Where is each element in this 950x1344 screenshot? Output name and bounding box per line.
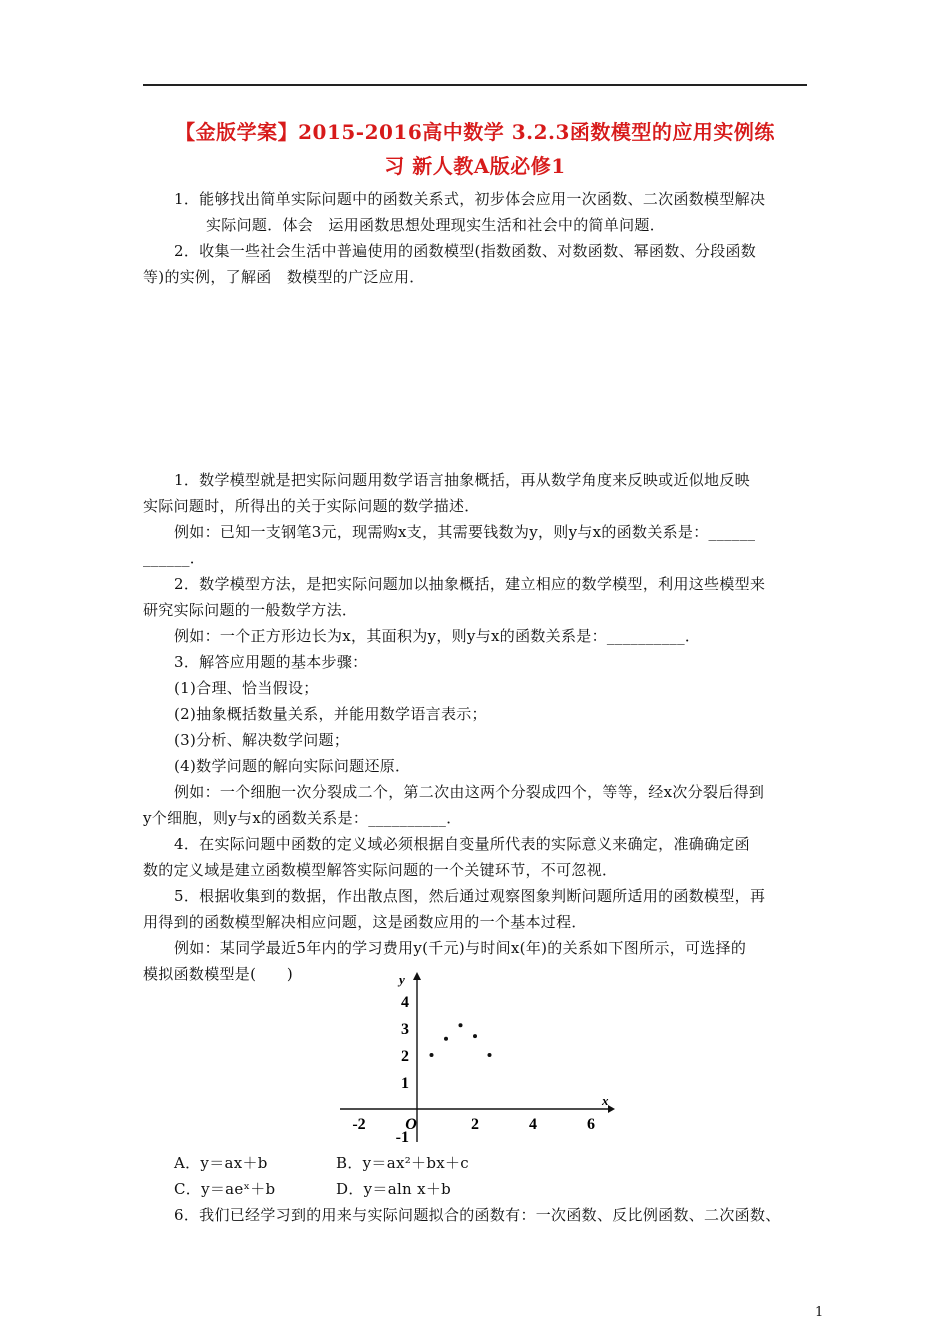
example-5-line2: 模拟函数模型是( ): [143, 965, 294, 983]
page-title-line1: 【金版学案】2015-2016高中数学 3.2.3函数模型的应用实例练: [175, 120, 775, 144]
x-tick-label: 4: [529, 1116, 537, 1133]
data-point: [430, 1053, 434, 1057]
y-axis-arrow: [413, 972, 421, 980]
y-tick-label: 2: [401, 1048, 409, 1065]
example-2: 例如：一个正方形边长为x，其面积为y，则y与x的函数关系是：__________．: [174, 627, 701, 645]
objective-2-line2: 等)的实例，了解函 数模型的广泛应用．: [143, 268, 425, 286]
point-3: 3．解答应用题的基本步骤：: [174, 653, 368, 671]
example-3-line1: 例如：一个细胞一次分裂成二个，第二次由这两个分裂成四个，等等，经x次分裂后得到: [174, 783, 765, 801]
step-2: (2)抽象概括数量关系，并能用数学语言表示；: [174, 705, 487, 723]
point-6: 6．我们已经学习到的用来与实际问题拟合的函数有：一次函数、反比例函数、二次函数、: [174, 1206, 781, 1224]
x-tick-label: 6: [587, 1116, 595, 1133]
example-5-line1: 例如：某同学最近5年内的学习费用y(千元)与时间x(年)的关系如下图所示，可选择的: [174, 939, 747, 957]
option-d: D．y＝aln x＋b: [336, 1180, 452, 1198]
point-4-line2: 数的定义域是建立函数模型解答实际问题的一个关键环节，不可忽视．: [143, 861, 618, 879]
point-4-line1: 4．在实际问题中函数的定义域必须根据自变量所代表的实际意义来确定，准确确定函: [174, 835, 750, 853]
page-number: 1: [815, 1305, 824, 1320]
x-axis-arrow: [608, 1105, 615, 1113]
data-point: [444, 1037, 448, 1041]
example-1-line1: 例如：已知一支钢笔3元，现需购x支，其需要钱数为y，则y与x的函数关系是：______: [174, 523, 756, 541]
example-3-line2: y个细胞，则y与x的函数关系是：__________．: [143, 809, 462, 827]
data-point: [488, 1053, 492, 1057]
y-tick-label: 1: [401, 1075, 409, 1092]
objective-1-line2: 实际问题．体会 运用函数思想处理现实生活和社会中的简单问题．: [206, 216, 666, 234]
step-3: (3)分析、解决数学问题；: [174, 731, 350, 749]
step-1: (1)合理、恰当假设；: [174, 679, 319, 697]
point-2-line2: 研究实际问题的一般数学方法．: [143, 601, 358, 619]
point-1-line2: 实际问题时，所得出的关于实际问题的数学描述．: [143, 497, 480, 515]
point-5-line1: 5．根据收集到的数据，作出散点图，然后通过观察图象判断问题所适用的函数模型，再: [174, 887, 766, 905]
example-1-line2: ______．: [143, 549, 206, 567]
step-4: (4)数学问题的解向实际问题还原．: [174, 757, 411, 775]
point-1-line1: 1．数学模型就是把实际问题用数学语言抽象概括，再从数学角度来反映或近似地反映: [174, 471, 750, 489]
y-axis-label: y: [399, 972, 405, 987]
x-tick-label: O: [405, 1116, 417, 1133]
x-tick-label: -2: [352, 1116, 366, 1133]
objective-1-line1: 1．能够找出简单实际问题中的函数关系式，初步体会应用一次函数、二次函数模型解决: [174, 190, 766, 208]
x-tick-label: 2: [471, 1116, 479, 1133]
objective-2-line1: 2．收集一些社会生活中普遍使用的函数模型(指数函数、对数函数、幂函数、分段函数: [174, 242, 757, 260]
point-2-line1: 2．数学模型方法，是把实际问题加以抽象概括，建立相应的数学模型，利用这些模型来: [174, 575, 766, 593]
option-b: B．y＝ax²＋bx＋c: [336, 1154, 469, 1172]
option-a: A．y＝ax＋b: [174, 1154, 268, 1172]
point-5-line2: 用得到的函数模型解决相应问题，这是函数应用的一个基本过程．: [143, 913, 587, 931]
y-tick-label: -1: [395, 1129, 409, 1145]
x-axis-label: x: [602, 1093, 609, 1108]
option-c: C．y＝aeˣ＋b: [174, 1180, 276, 1198]
y-tick-label: 3: [401, 1021, 409, 1038]
data-point: [459, 1023, 463, 1027]
y-tick-label: 4: [401, 994, 409, 1011]
header-rule: [143, 84, 807, 86]
scatter-chart: [340, 970, 620, 1145]
page-title-line2: 习 新人教A版必修1: [384, 154, 566, 178]
data-point: [473, 1034, 477, 1038]
